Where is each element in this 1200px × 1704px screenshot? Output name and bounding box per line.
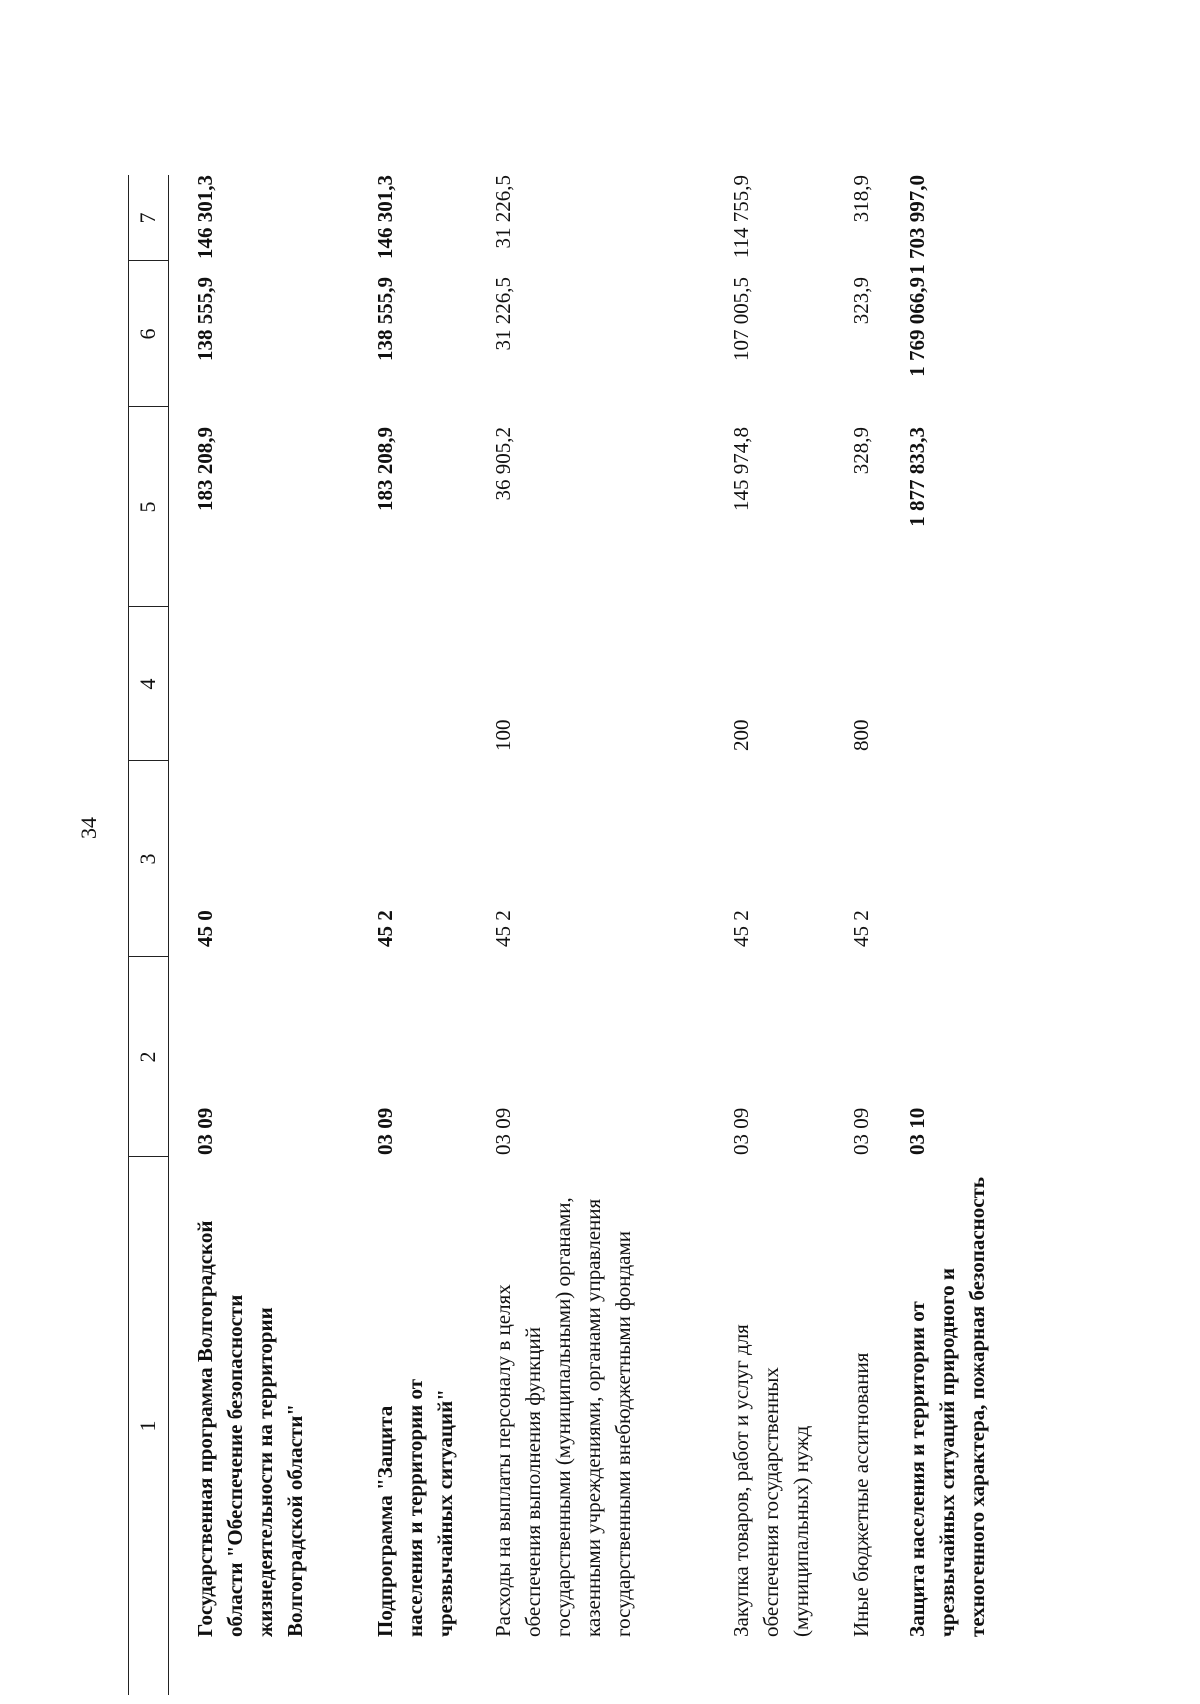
- row-value-col7: 114 755,9: [729, 175, 753, 259]
- row-value-col6: 138 555,9: [193, 277, 217, 361]
- row-value-col6: 1 769 066,9: [905, 277, 929, 377]
- row-description: Подпрограмма "Защита населения и территории от чрезвычайных ситуаций": [373, 1378, 457, 1637]
- row-program-code: 45 2: [491, 910, 515, 947]
- row-value-col5: 183 208,9: [373, 427, 397, 511]
- table-header-row: [128, 175, 169, 1695]
- row-value-col5: 36 905,2: [491, 427, 515, 501]
- row-program-code: 45 2: [849, 910, 873, 947]
- header-col-4: 4: [135, 678, 160, 690]
- row-description: Иные бюджетные ассигнования: [849, 1352, 873, 1637]
- row-value-col6: 31 226,5: [491, 277, 515, 351]
- row-value-col7: 31 226,5: [491, 175, 515, 249]
- header-col-1: 1: [135, 1420, 160, 1432]
- row-section-code: 03 09: [729, 1107, 753, 1155]
- row-value-col5: 145 974,8: [729, 427, 753, 511]
- row-expense-type: 800: [849, 719, 873, 751]
- row-value-col6: 138 555,9: [373, 277, 397, 361]
- row-program-code: 45 2: [729, 910, 753, 947]
- row-expense-type: 100: [491, 719, 515, 751]
- row-description: Государственная программа Волгоградской области "Обеспечение безопасности жизнедеятельности на территории Волгоградской области": [193, 1220, 307, 1637]
- row-description: Расходы на выплаты персоналу в целях обеспечения выполнения функций государственными (муниципальными) органами, казенными учреждениями, органами управления государственными внебюджетными фондами: [491, 1197, 635, 1637]
- row-program-code: 45 0: [193, 910, 217, 947]
- row-description: Защита населения и территории от чрезвычайных ситуаций природного и техногенного характера, пожарная безопасность: [905, 1177, 989, 1637]
- page-number: 34: [76, 817, 101, 839]
- row-value-col6: 323,9: [849, 277, 873, 325]
- row-value-col5: 183 208,9: [193, 427, 217, 511]
- row-value-col7: 146 301,3: [373, 175, 397, 259]
- row-expense-type: 200: [729, 719, 753, 751]
- row-value-col5: 1 877 833,3: [905, 427, 929, 527]
- row-value-col7: 146 301,3: [193, 175, 217, 259]
- header-col-5: 5: [135, 501, 160, 513]
- row-value-col6: 107 005,5: [729, 277, 753, 361]
- row-value-col7: 318,9: [849, 175, 873, 223]
- row-program-code: 45 2: [373, 910, 397, 947]
- row-section-code: 03 09: [373, 1107, 397, 1155]
- row-section-code: 03 09: [193, 1107, 217, 1155]
- header-col-7: 7: [135, 212, 160, 224]
- header-col-2: 2: [135, 1051, 160, 1063]
- row-section-code: 03 09: [491, 1107, 515, 1155]
- header-col-6: 6: [135, 328, 160, 340]
- row-value-col7: 1 703 997,0: [905, 175, 929, 275]
- row-section-code: 03 10: [905, 1107, 929, 1155]
- budget-table: [128, 175, 988, 1695]
- row-value-col5: 328,9: [849, 427, 873, 475]
- row-section-code: 03 09: [849, 1107, 873, 1155]
- header-col-3: 3: [135, 853, 160, 865]
- row-description: Закупка товаров, работ и услуг для обеспечения государственных (муниципальных) нужд: [729, 1324, 813, 1637]
